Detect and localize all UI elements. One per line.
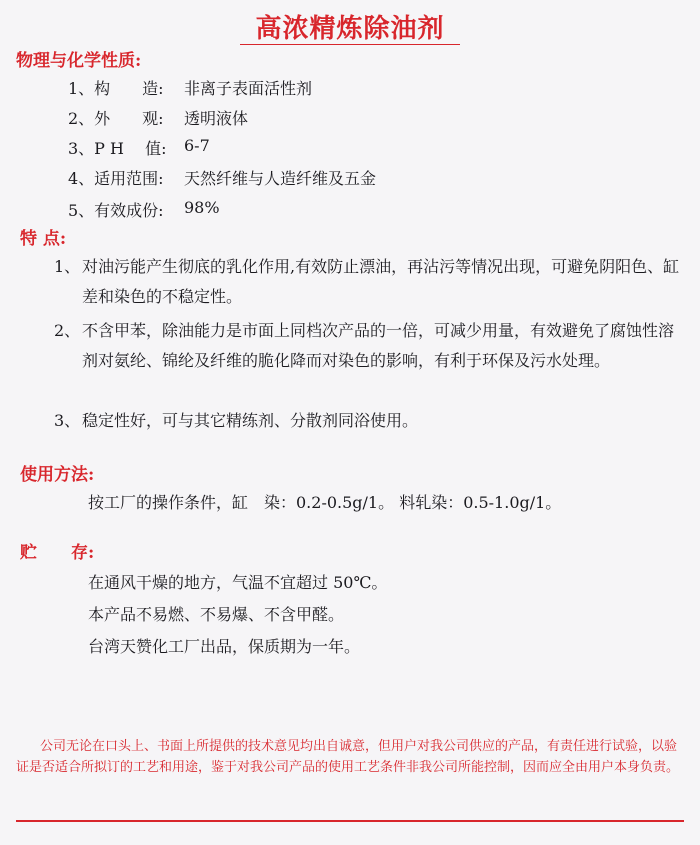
usage-heading: 使用方法: <box>20 465 95 485</box>
property-label: 1、构 造: <box>68 79 164 98</box>
feature-number: 2、 <box>54 321 81 340</box>
property-row <box>68 106 248 129</box>
property-label: 4、适用范围: <box>68 169 164 188</box>
property-row <box>68 166 376 189</box>
title-underline <box>240 44 460 45</box>
bottom-divider <box>16 820 684 822</box>
feature-text: 不含甲苯，除油能力是市面上同档次产品的一倍，可减少用量，有效避免了腐蚀性溶剂对氨纶、锦纶及纤维的脆化降而对染色的影响，有利于环保及污水处理。 <box>82 321 675 370</box>
storage-line: 台湾天赞化工厂出品，保质期为一年。 <box>88 637 361 656</box>
property-label: 2、外 观: <box>68 109 164 128</box>
property-value: 6-7 <box>184 136 210 155</box>
feature-number: 3、 <box>54 411 81 430</box>
feature-text: 对油污能产生彻底的乳化作用,有效防止漂油，再沾污等情况出现，可避免阴阳色、缸差和染色的不稳定性。 <box>82 257 680 306</box>
usage-text: 按工厂的操作条件，缸 染：0.2-0.5g/1。 料轧染：0.5-1.0g/1。 <box>88 493 562 512</box>
property-value: 透明液体 <box>184 109 249 128</box>
features-heading: 特 点: <box>20 229 67 249</box>
storage-line: 本产品不易燃、不易爆、不含甲醛。 <box>88 605 345 624</box>
property-value: 天然纤维与人造纤维及五金 <box>184 169 377 188</box>
feature-item <box>54 316 680 376</box>
page-title: 高浓精炼除油剂 <box>255 14 445 44</box>
property-row <box>68 76 312 99</box>
storage-heading: 贮 存: <box>20 543 95 563</box>
property-label: 3、P H 值: <box>68 139 167 158</box>
storage-line: 在通风干燥的地方，气温不宜超过 50℃。 <box>88 573 388 592</box>
properties-heading: 物理与化学性质: <box>16 51 142 71</box>
property-row <box>68 198 220 221</box>
property-label: 5、有效成份: <box>68 201 164 220</box>
property-row <box>68 136 210 159</box>
property-value: 98% <box>184 198 220 217</box>
feature-number: 1、 <box>54 257 81 276</box>
feature-item <box>54 406 680 436</box>
feature-item <box>54 252 680 312</box>
disclaimer-text: 公司无论在口头上、书面上所提供的技术意见均出自诚意，但用户对我公司供应的产品，有责任进行试验，以验证是否适合所拟订的工艺和用途，鉴于对我公司产品的使用工艺条件非我公司所能控制，因而应全由用户本身负责。 <box>16 739 680 775</box>
property-value: 非离子表面活性剂 <box>184 79 313 98</box>
feature-text: 稳定性好，可与其它精练剂、分散剂同浴使用。 <box>82 411 419 430</box>
